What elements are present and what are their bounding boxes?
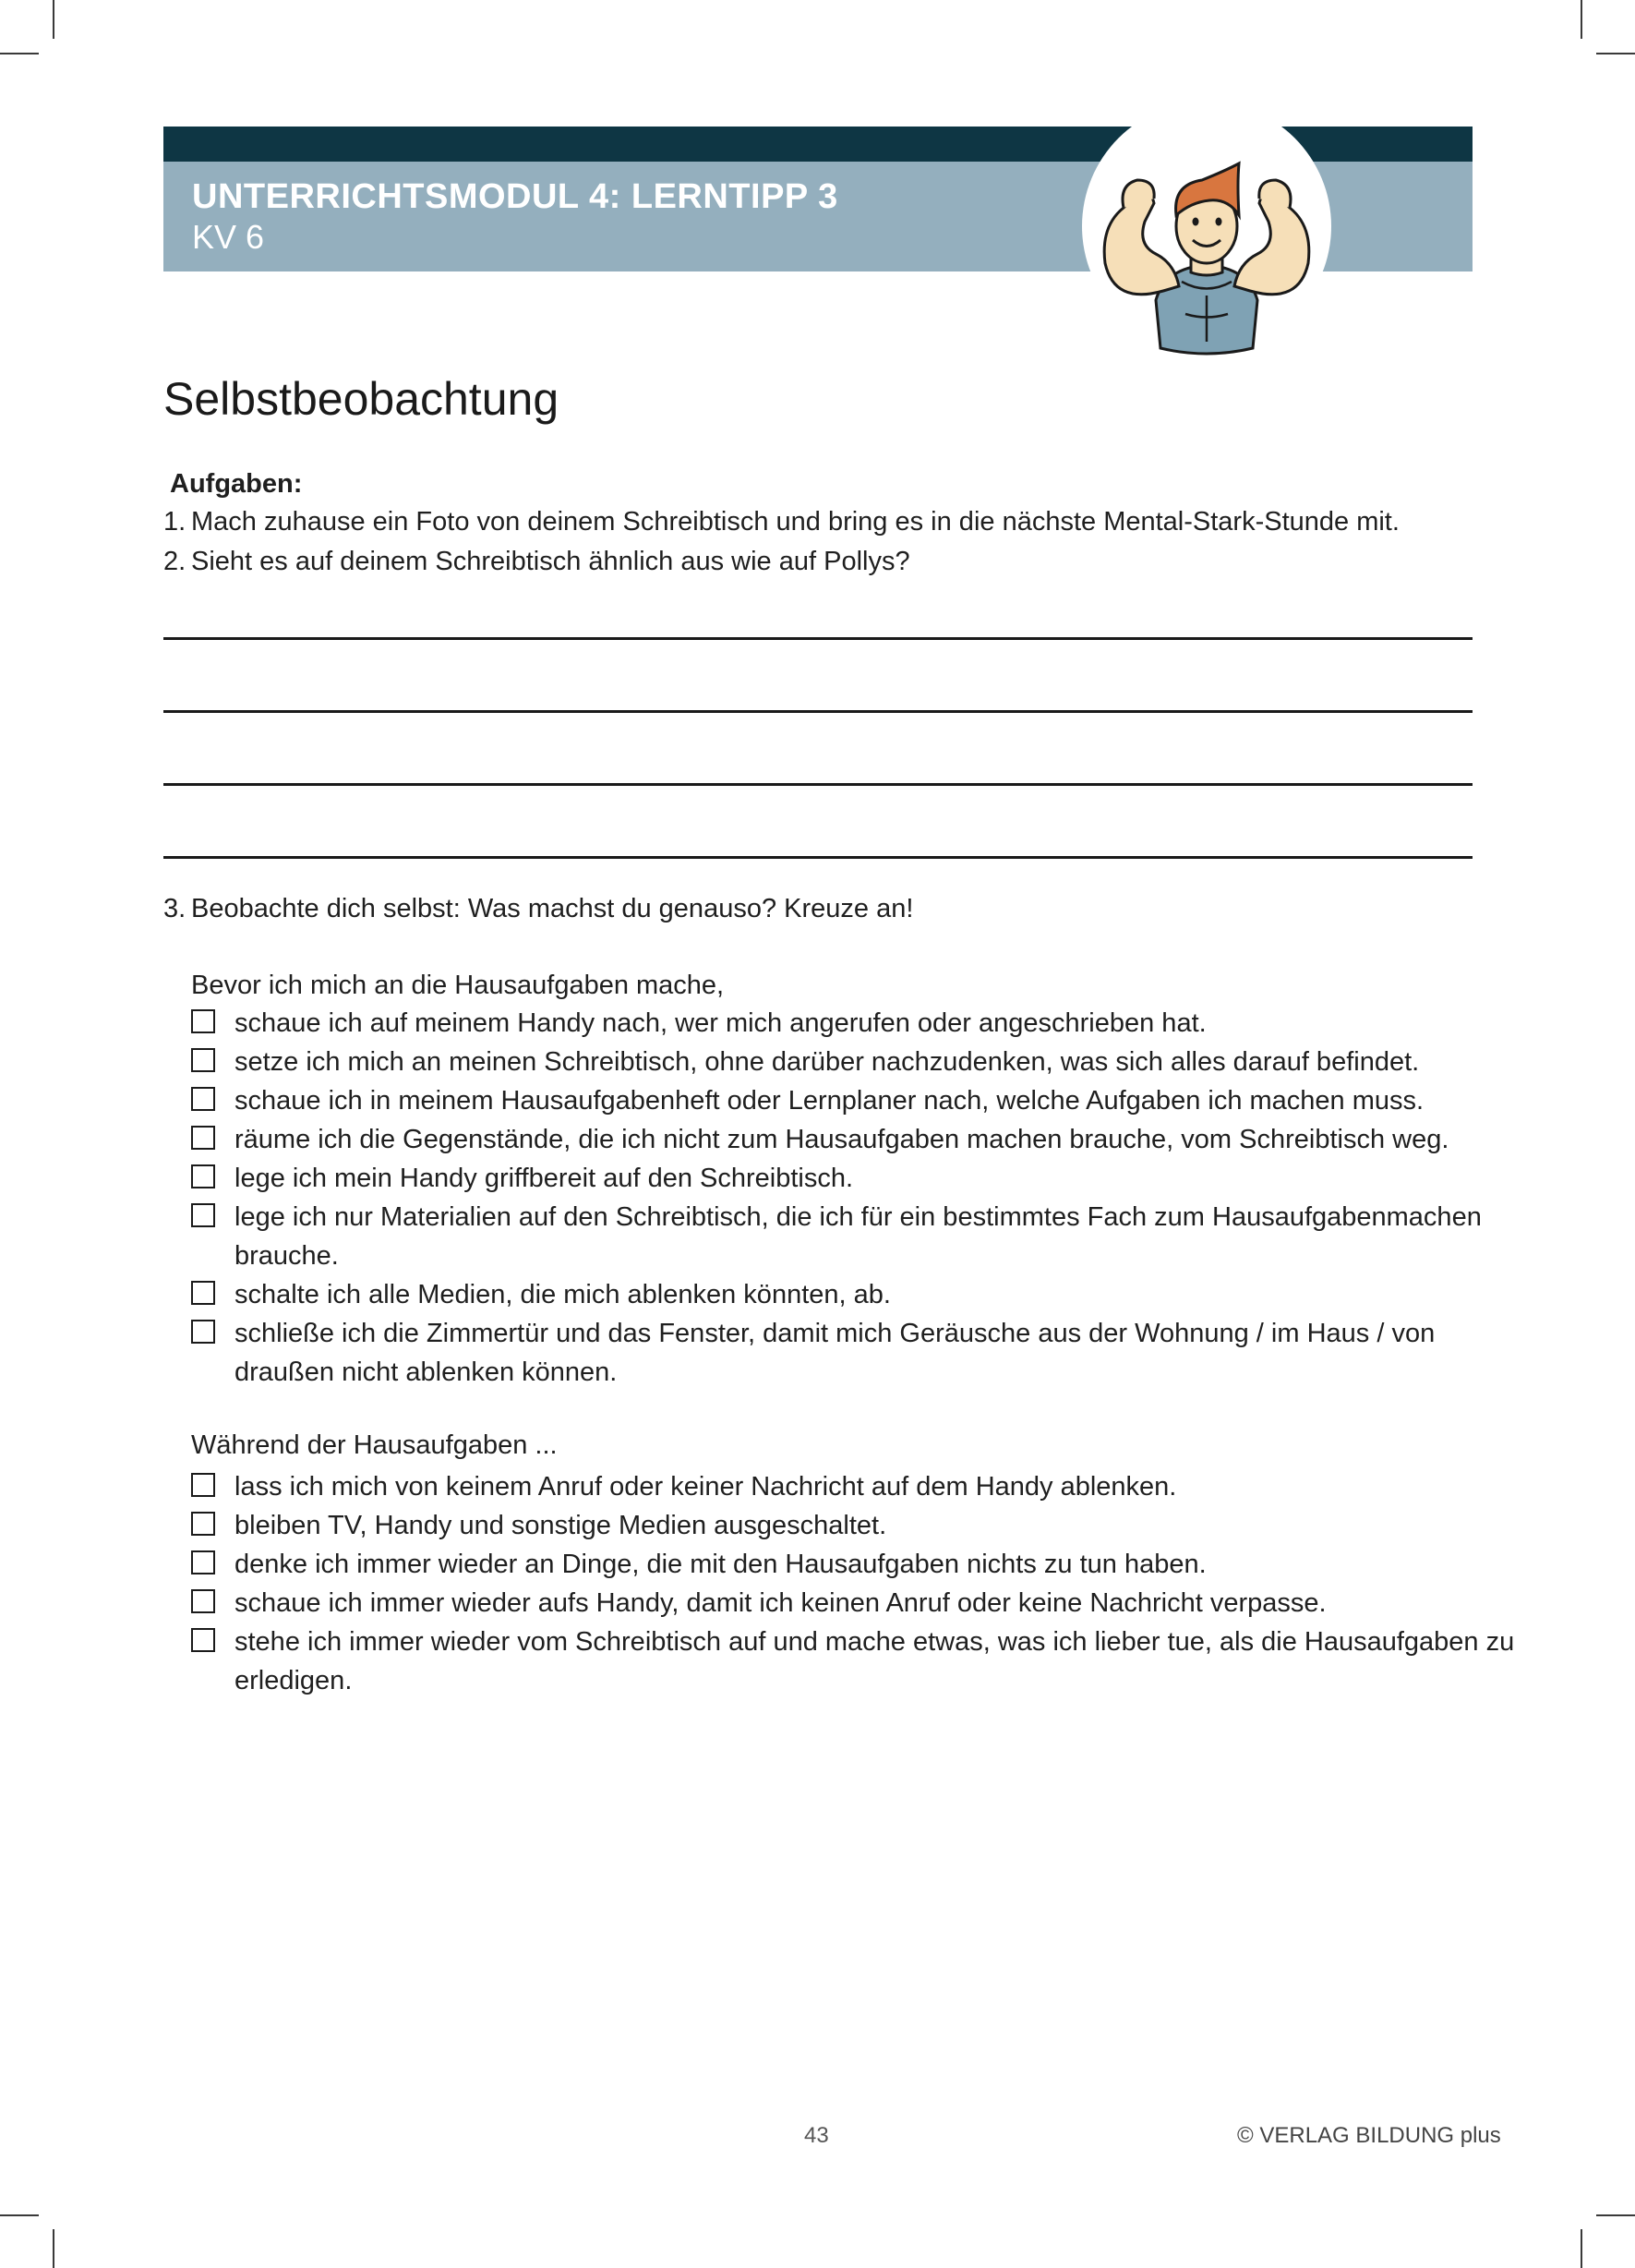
checkbox[interactable] — [191, 1048, 215, 1072]
checklist-item-text: lege ich nur Materialien auf den Schreibtisch, die ich für ein bestimmtes Fach zum Hausaufgabenmachen brauche. — [234, 1202, 1482, 1271]
checkbox[interactable] — [191, 1203, 215, 1227]
muscle-man-icon — [1073, 106, 1340, 369]
answer-line[interactable] — [163, 637, 1473, 640]
checklist-item-text: setze ich mich an meinen Schreibtisch, ohne darüber nachzudenken, was sich alles darauf befindet. — [234, 1047, 1420, 1077]
checklist-item-text: lege ich mein Handy griffbereit auf den Schreibtisch. — [234, 1164, 854, 1193]
tasks-label: Aufgaben: — [170, 469, 303, 499]
section-heading: Bevor ich mich an die Hausaufgaben mache, — [191, 971, 725, 1000]
crop-mark — [0, 2214, 39, 2216]
task-text: Mach zuhause ein Foto von deinem Schreibtisch und bring es in die nächste Mental-Stark-Stunde mit. — [191, 507, 1400, 537]
checkbox[interactable] — [191, 1126, 215, 1150]
page-title: Selbstbeobachtung — [163, 373, 559, 425]
task-number: 1. — [163, 507, 186, 537]
answer-line[interactable] — [163, 856, 1473, 859]
checklist-item-text: schaue ich in meinem Hausaufgabenheft oder Lernplaner nach, welche Aufgaben ich machen muss. — [234, 1086, 1425, 1116]
checkbox[interactable] — [191, 1589, 215, 1613]
crop-mark — [1581, 0, 1582, 39]
checklist-item-text: denke ich immer wieder an Dinge, die mit den Hausaufgaben nichts zu tun haben. — [234, 1550, 1207, 1579]
module-title: UNTERRICHTSMODUL 4: LERNTIPP 3 — [192, 177, 838, 216]
answer-line[interactable] — [163, 783, 1473, 786]
checkbox[interactable] — [191, 1550, 215, 1574]
task-number: 2. — [163, 547, 186, 576]
checkbox[interactable] — [191, 1320, 215, 1344]
checklist-item-text: bleiben TV, Handy und sonstige Medien ausgeschaltet. — [234, 1511, 887, 1540]
answer-line[interactable] — [163, 710, 1473, 713]
checkbox[interactable] — [191, 1009, 215, 1033]
checkbox[interactable] — [191, 1473, 215, 1497]
crop-mark — [0, 53, 39, 54]
checkbox[interactable] — [191, 1164, 215, 1188]
crop-mark — [1596, 53, 1635, 54]
crop-mark — [1581, 2229, 1582, 2268]
task-text: Sieht es auf deinem Schreibtisch ähnlich aus wie auf Pollys? — [191, 547, 910, 576]
crop-mark — [1596, 2214, 1635, 2216]
worksheet-code: KV 6 — [192, 218, 265, 256]
checkbox[interactable] — [191, 1512, 215, 1536]
section-heading: Während der Hausaufgaben ... — [191, 1430, 558, 1460]
checklist-item-text: räume ich die Gegenstände, die ich nicht zum Hausaufgaben machen brauche, vom Schreibtisch weg. — [234, 1125, 1449, 1154]
crop-mark — [53, 2229, 54, 2268]
checkbox[interactable] — [191, 1628, 215, 1652]
checklist-item-text: schaue ich auf meinem Handy nach, wer mich angerufen oder angeschrieben hat. — [234, 1008, 1207, 1038]
checkbox[interactable] — [191, 1281, 215, 1305]
crop-mark — [53, 0, 54, 39]
checklist-item-text: schaue ich immer wieder aufs Handy, damit ich keinen Anruf oder keine Nachricht verpasse. — [234, 1588, 1327, 1618]
checklist-item-text: schalte ich alle Medien, die mich ablenken könnten, ab. — [234, 1280, 891, 1309]
checklist-item-text: schließe ich die Zimmertür und das Fenster, damit mich Geräusche aus der Wohnung / im Haus / von draußen nicht ablenken können. — [234, 1319, 1436, 1387]
checklist-item-text: stehe ich immer wieder vom Schreibtisch auf und mache etwas, was ich lieber tue, als die Hausaufgaben zu erledigen. — [234, 1627, 1515, 1695]
page-number: 43 — [804, 2123, 829, 2148]
task-number: 3. — [163, 894, 186, 923]
task-text: Beobachte dich selbst: Was machst du genauso? Kreuze an! — [191, 894, 914, 923]
checklist-item-text: lass ich mich von keinem Anruf oder keiner Nachricht auf dem Handy ablenken. — [234, 1472, 1177, 1502]
copyright-notice: © VERLAG BILDUNG plus — [1237, 2123, 1501, 2148]
checkbox[interactable] — [191, 1087, 215, 1111]
